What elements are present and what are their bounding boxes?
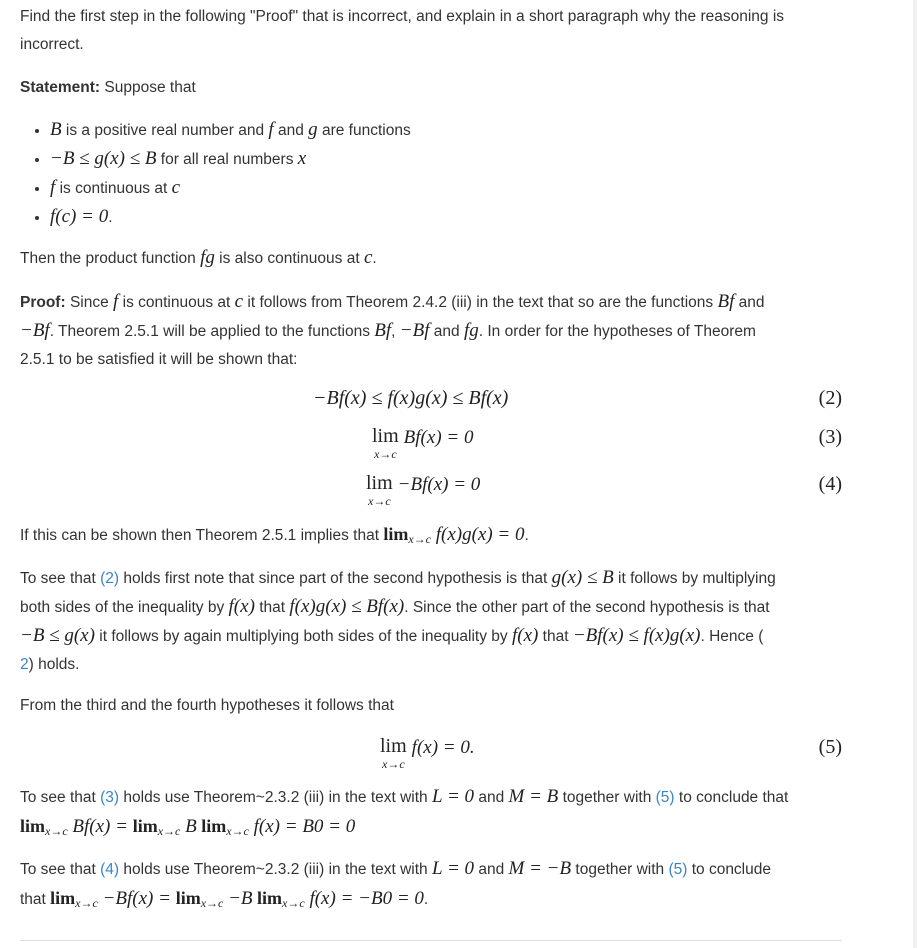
hypotheses-list — [20, 116, 411, 232]
equation-5: lim x→c f(x) = 0. — [380, 735, 475, 771]
see-2-paragraph: To see that (2) holds first note that since part of the second hypothesis is that g(x) ≤ B it follows by multiplying both sides of the inequality by f(x) that f(x)g(x) ≤ Bf(x). Since the other part of the second hypothesis is that −B ≤ g(x) it follows by again multiplying both sides of the inequality by f(x) that −Bf(x) ≤ f(x)g(x). Hence ( 2) holds. — [20, 567, 776, 673]
statement-label: Statement: — [20, 79, 101, 96]
equation-4: lim x→c −Bf(x) = 0 — [366, 472, 481, 508]
equation-number-4: (4) — [818, 473, 842, 495]
intro-text: Find the first step in the following "Proof" that is incorrect, and explain in a short paragraph why the reasoning is incorrect. — [20, 8, 785, 53]
see-3-paragraph: To see that (3) holds use Theorem~2.3.2 (iii) in the text with L = 0 and M = B together with (5) to conclude that $\lim_{x\to c} Bf(x) = \lim_{x\to c} B$ $\lim_{x\to c} f(x) = B0 = 0$ — [20, 786, 789, 838]
ref-link[interactable]: (2) — [100, 570, 120, 587]
if-shown-text: If this can be shown then Theorem 2.5.1 implies that $\lim_{x\to c} f(x)g(x) = 0$. — [20, 524, 529, 546]
see-4-paragraph: To see that (4) holds use Theorem~2.3.2 (iii) in the text with L = 0 and M = −B together with (5) to conclude that $\lim_{x\to c} -Bf(x) = \lim_{x\to c} -B$ $\lim_{x\to c} f(x) = -B0 = 0$. — [20, 858, 771, 910]
list-item: • B is a positive real number and f and g are functions — [50, 116, 411, 145]
statement-line — [20, 74, 196, 102]
equation-number-3: (3) — [818, 426, 842, 448]
ref-link[interactable]: 2 — [20, 656, 29, 673]
ref-link[interactable]: (5) — [668, 861, 688, 878]
ref-link[interactable]: (3) — [100, 789, 120, 806]
conclusion-text: Then the product function fg is also continuous at c. — [20, 247, 377, 268]
list-item: • f is continuous at c — [50, 174, 411, 203]
bottom-divider — [20, 940, 842, 941]
list-item: • f(c) = 0. — [50, 203, 411, 232]
equation-number-2: (2) — [818, 387, 842, 409]
ref-link[interactable]: (5) — [655, 789, 675, 806]
equation-2: −Bf(x) ≤ f(x)g(x) ≤ Bf(x) — [313, 387, 509, 409]
third-fourth-text: From the third and the fourth hypotheses it follows that — [20, 697, 394, 714]
proof-label: Proof: — [20, 294, 66, 311]
ref-link[interactable]: (4) — [100, 861, 120, 878]
statement-text: Suppose that — [104, 79, 196, 96]
scrollbar-track[interactable] — [913, 0, 917, 948]
list-item: • −B ≤ g(x) ≤ B for all real numbers x — [50, 145, 411, 174]
equation-3: lim x→c Bf(x) = 0 — [372, 425, 474, 461]
equation-number-5: (5) — [818, 736, 842, 758]
proof-paragraph: Proof: Since f is continuous at c it follows from Theorem 2.4.2 (iii) in the text that so are the functions Bf and −Bf. Theorem 2.5.1 will be applied to the functions Bf, −Bf and fg. In order for the hypotheses of Theorem 2.5.1 to be satisfied it will be shown that: — [20, 291, 765, 368]
